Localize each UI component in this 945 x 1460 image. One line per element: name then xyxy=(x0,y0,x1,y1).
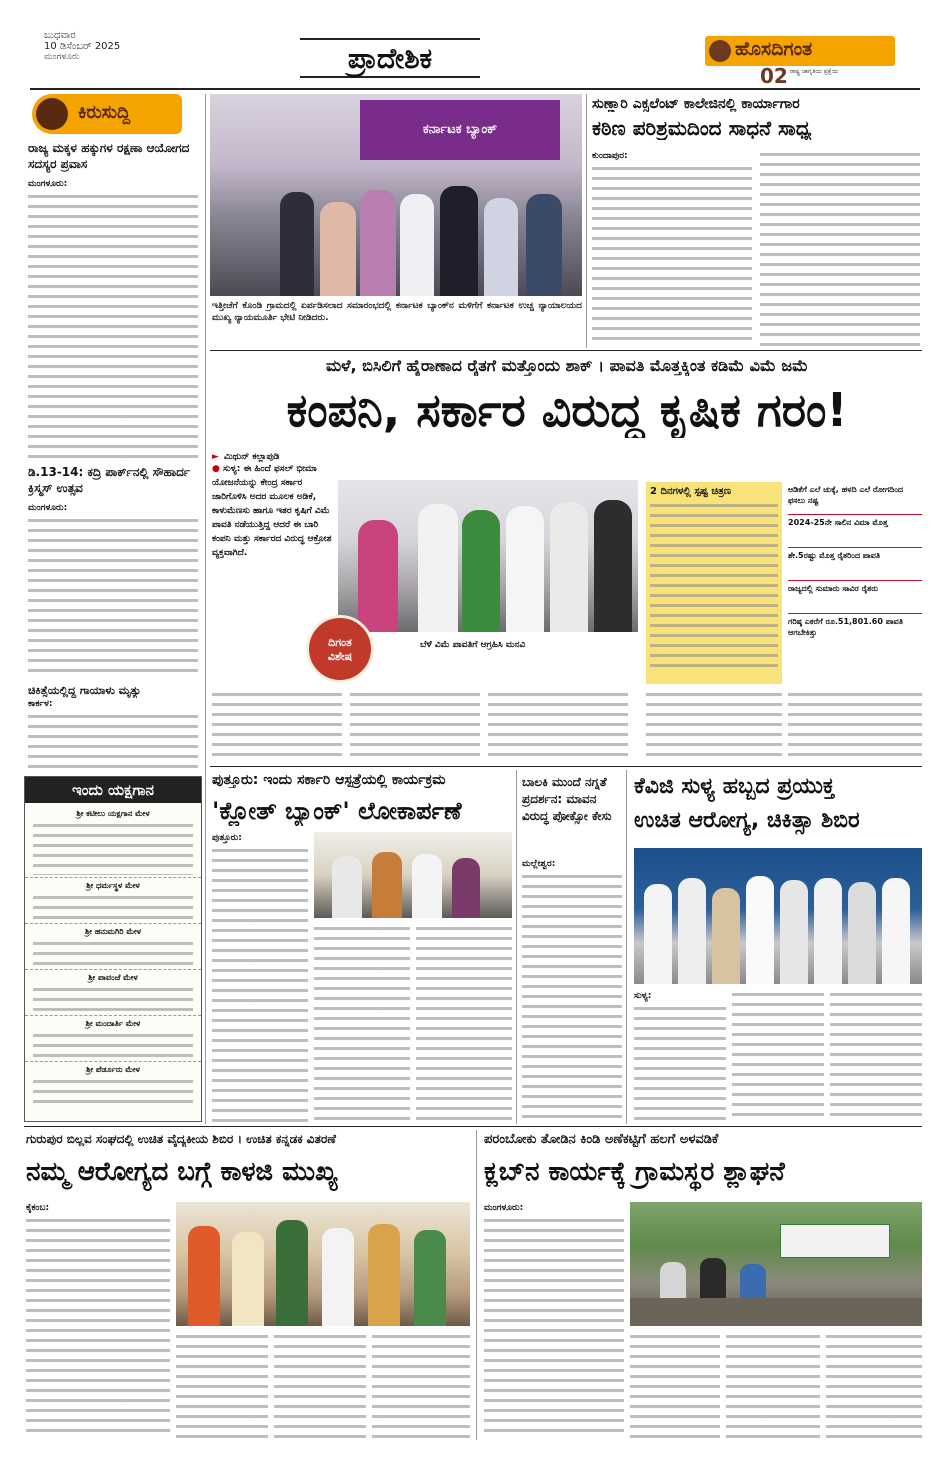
club-banner xyxy=(780,1224,890,1258)
lead-byline-box: ► ಮಿಥುನ್ ಕಲ್ಲಾಪುಡಿ xyxy=(212,452,280,462)
kirusuddi-body-1 xyxy=(28,178,198,458)
masthead xyxy=(0,0,945,88)
seal-text: ದಿಗಂತ ವಿಶೇಷ xyxy=(327,636,353,663)
kirusuddi-title-3: ಚಿಕಿತ್ಸೆಯಲ್ಲಿದ್ದ ಗಾಯಾಳು ಮೃತ್ಯು xyxy=(28,684,142,697)
health-body-3 xyxy=(830,990,922,1122)
kirusuddi-title-1: ರಾಜ್ಯ ಮಕ್ಕಳ ಹಕ್ಕುಗಳ ರಕ್ಷಣಾ ಆಯೋಗದ ಸದಸ್ಯರ ಪ್ರವಾಸ xyxy=(28,141,190,171)
fact-item: 2024-25ನೇ ಸಾಲಿನ ವಿಮಾ ಮೊತ್ತ xyxy=(788,515,922,548)
yakshagana-entry: ಶ್ರೀ ಮಂದಾರ್ತಿ ಮೇಳ xyxy=(25,1015,201,1029)
yakshagana-entry: ಶ್ರೀ ಪಾವಂಜೆ ಮೇಳ xyxy=(25,969,201,983)
billava-camp-photo xyxy=(176,1202,470,1326)
cloth-headline: 'ಕ್ಲೋತ್ ಬ್ಯಾಂಕ್' ಲೋಕಾರ್ಪಣೆ xyxy=(212,797,462,825)
health-camp-photo xyxy=(634,848,922,984)
dam-body-1 xyxy=(484,1202,624,1438)
dateline: ಮಂಗಳೂರು: xyxy=(484,1203,524,1213)
dam-work-photo xyxy=(630,1202,922,1326)
section-title-box xyxy=(300,38,480,78)
kirusuddi-body-2 xyxy=(28,502,198,678)
bank-event-photo xyxy=(210,94,582,296)
photo-caption-box xyxy=(420,632,638,648)
dateline: ಮಂಗಳೂರು: xyxy=(28,503,68,513)
child-headline: ಬಾಲಕಿ ಮುಂದೆ ನಗ್ನತೆ ಪ್ರದರ್ಶನ: ಮಾವನ ವಿರುದ್ಧ ಪೋಕ್ಸೋ ಕೇಸು xyxy=(522,775,612,823)
yakshagana-title: ಇಂದು ಯಕ್ಷಗಾನ xyxy=(71,781,155,799)
sidebar-title: 2 ದಿನಗಳಲ್ಲಿ ಸ್ಪಷ್ಟ ಚಿತ್ರಣ xyxy=(650,486,731,497)
dam-body-4 xyxy=(826,1332,922,1438)
fact-item: ರಾಜ್ಯದಲ್ಲಿ ಸುಮಾರು ಸಾವಿರ ರೈತರು xyxy=(788,581,922,614)
health-headline: ಉಚಿತ ಆರೋಗ್ಯ, ಚಿಕಿತ್ಸಾ ಶಿಬಿರ xyxy=(634,808,860,833)
cloth-body-1 xyxy=(212,832,308,1122)
dateline: ಕುಂದಾಪುರ: xyxy=(592,151,628,161)
lead-body-5 xyxy=(788,690,922,760)
lead-body-3 xyxy=(488,690,628,760)
fact-item: ಅಡಿಕೆಗೆ ಎಲೆ ಚುಕ್ಕೆ, ಹಳದಿ ಎಲೆ ರೋಗದಿಂದ ಫಸಲು ನಷ್ಟ xyxy=(788,482,922,515)
masthead-date: 10 ಡಿಸೆಂಬರ್ 2025 xyxy=(44,41,121,52)
dateline: ಮಂಗಳೂರು: xyxy=(28,179,68,189)
billava-body-4 xyxy=(372,1332,470,1438)
dam-headline: ಕ್ಲಬ್‌ನ ಕಾರ್ಯಕ್ಕೆ ಗ್ರಾಮಸ್ಥರ ಶ್ಲಾಘನೆ xyxy=(484,1157,785,1187)
hand-pointing-icon xyxy=(36,98,68,130)
lead-headline: ಕಂಪನಿ, ಸರ್ಕಾರ ವಿರುದ್ಧ ಕೃಷಿಕ ಗರಂ! xyxy=(286,383,848,437)
lead-body-1 xyxy=(212,690,342,760)
cloth-body-2 xyxy=(314,924,410,1122)
yakshagana-entry: ಶ್ರೀ ಧರ್ಮಸ್ಥಳ ಮೇಳ xyxy=(25,877,201,891)
cloth-kicker: ಪುತ್ತೂರು: ಇಂದು ಸರ್ಕಾರಿ ಆಸ್ಪತ್ರೆಯಲ್ಲಿ ಕಾರ್ಯಕ್ರಮ xyxy=(212,772,446,788)
dateline: ಮಲ್ಲೇಶ್ವರ: xyxy=(522,859,556,869)
dam-kicker: ಪರಂಬೋಕು ತೋಡಿನ ಕಿಂಡಿ ಅಣೆಕಟ್ಟಿಗೆ ಹಲಗೆ ಅಳವಡಿಕೆ xyxy=(484,1132,719,1147)
health-body-1 xyxy=(634,990,726,1122)
dateline: ಕಾರ್ಕಳ: xyxy=(28,699,53,709)
child-body xyxy=(522,858,622,1122)
dateline: ಪುತ್ತೂರು: xyxy=(212,833,242,843)
lead-body-4 xyxy=(646,690,782,760)
kirusuddi-column xyxy=(24,94,202,768)
lead-factbox xyxy=(788,482,922,684)
college-body-col1 xyxy=(592,150,752,346)
kirusuddi-body-3 xyxy=(28,698,198,768)
yakshagana-box xyxy=(24,776,202,1122)
brand-logo xyxy=(705,36,895,66)
farmers-petition-photo xyxy=(338,480,638,632)
cloth-body-3 xyxy=(416,924,512,1122)
dateline: ಸುಳ್ಯ: xyxy=(223,464,241,474)
kirusuddi-title-2: ಡಿ.13-14: ಕದ್ರಿ ಪಾರ್ಕ್‌ನಲ್ಲಿ ಸೌಹಾರ್ದ ಕ್ರಿಸ್ಮಸ್ ಉತ್ಸವ xyxy=(28,465,191,495)
lotus-icon xyxy=(709,40,731,62)
yakshagana-entry: ಶ್ರೀ ಹನುಮಗಿರಿ ಮೇಳ xyxy=(25,923,201,937)
billava-body-1 xyxy=(26,1202,170,1438)
lead-sidebar xyxy=(646,482,782,684)
dam-body-3 xyxy=(726,1332,820,1438)
bank-photo-caption: ಇತ್ತೀಚೆಗೆ ಕೊಂಡಿ ಗ್ರಾಮದಲ್ಲಿ ಏರ್ಪಡಿಸಲಾದ ಸಮಾರಂಭದಲ್ಲಿ ಕರ್ನಾಟಕ ಬ್ಯಾಂಕ್‌ನ ಮಳಿಗೆಗೆ ಕರ್ನಾಟಕ ಉಚ್ಚ ನ್ಯಾಯಾಲಯದ ಮುಖ್ಯ ನ್ಯಾಯಮೂರ್ತಿ ಭೇಟಿ ನೀಡಿದರು. xyxy=(212,301,582,323)
section-title: ಪ್ರಾದೇಶಿಕ xyxy=(347,42,433,75)
yakshagana-entry: ಶ್ರೀ ಕಟೀಲು ಯಕ್ಷಗಾನ ಮೇಳ xyxy=(76,809,150,818)
dateline: ಸುಳ್ಯ: xyxy=(634,991,652,1001)
billava-body-3 xyxy=(274,1332,366,1438)
dateline: ಕೈಕಂಬ: xyxy=(26,1203,50,1213)
masthead-city: ಮಂಗಳೂರು xyxy=(44,52,80,62)
brand-name: ಹೊಸದಿಗಂತ xyxy=(735,38,813,60)
billava-body-2 xyxy=(176,1332,268,1438)
health-kicker: ಕೆವಿಜಿ ಸುಳ್ಯ ಹಬ್ಬದ ಪ್ರಯುಕ್ತ xyxy=(634,774,835,799)
date-block xyxy=(44,30,164,62)
lead-kicker: ಮಳೆ, ಬಿಸಿಲಿಗೆ ಹೈರಾಣಾದ ರೈತಗೆ ಮತ್ತೊಂದು ಶಾಕ್ । ಪಾವತಿ ಮೊತ್ತಕ್ಕಿಂತ ಕಡಿಮೆ ವಿಮೆ ಜಮೆ xyxy=(325,356,809,375)
health-body-2 xyxy=(732,990,824,1122)
lead-intro: ● ಸುಳ್ಯ: ಈ ಹಿಂದೆ ಫಸಲ್ ಭೀಮಾ ಯೋಜನೆಯನ್ನು ಕೇಂದ್ರ ಸರ್ಕಾರ ಜಾರಿಗೊಳಿಸಿ ಅದರ ಮೂಲಕ ಅಡಿಕೆ, ಕಾಳುಮೆಣಸು ಹಾಗೂ ಇತರ ಕೃಷಿಗೆ ವಿಮೆ ಪಾವತಿ ನಡೆಯುತ್ತಿದ್ದ ಆದರೆ ಈ ಬಾರಿ ಕಂಪನಿ ಮತ್ತು ಸರ್ಕಾರದ ವಿರುದ್ಧ ಆಕ್ರೋಶ ವ್ಯಕ್ತವಾಗಿದೆ. xyxy=(212,464,332,558)
fact-item: ಗರಿಷ್ಠ ಎಕರೆಗೆ ರೂ.51,801.60 ಪಾವತಿ ಆಗಬೇಕಿತ್ತು xyxy=(788,617,904,637)
dam-body-2 xyxy=(630,1332,720,1438)
lead-body-2 xyxy=(350,690,480,760)
yakshagana-title-bar xyxy=(25,777,201,803)
lead-intro-text: ಈ ಹಿಂದೆ ಫಸಲ್ ಭೀಮಾ ಯೋಜನೆಯನ್ನು ಕೇಂದ್ರ ಸರ್ಕಾರ ಜಾರಿಗೊಳಿಸಿ ಅದರ ಮೂಲಕ ಅಡಿಕೆ, ಕಾಳುಮೆಣಸು ಹಾಗೂ ಇತರ ಕೃಷಿಗೆ ವಿಮೆ ಪಾವತಿ ನಡೆಯುತ್ತಿದ್ದ ಆದರೆ ಈ ಬಾರಿ ಕಂಪನಿ ಮತ್ತು ಸರ್ಕಾರದ ವಿರುದ್ಧ ಆಕ್ರೋಶ ವ್ಯಕ್ತವಾಗಿದೆ. xyxy=(212,464,332,558)
college-kicker: ಸುಣ್ಣಾರಿ ಎಕ್ಸಲೆಂಟ್ ಕಾಲೇಜಿನಲ್ಲಿ ಕಾರ್ಯಾಗಾರ xyxy=(592,96,800,112)
photo-caption: ಬೆಳೆ ವಿಮೆ ಪಾವತಿಗೆ ಆಗ್ರಹಿಸಿ ಮನವಿ xyxy=(420,640,526,650)
college-headline: ಕಠಿಣ ಪರಿಶ್ರಮದಿಂದ ಸಾಧನೆ ಸಾಧ್ಯ xyxy=(592,116,812,140)
lead-byline: ಮಿಥುನ್ ಕಲ್ಲಾಪುಡಿ xyxy=(224,452,280,462)
college-body-col2 xyxy=(760,150,920,346)
masthead-day: ಬುಧವಾರ xyxy=(44,30,76,41)
digantha-seal xyxy=(306,615,374,683)
billava-headline: ನಮ್ಮ ಆರೋಗ್ಯದ ಬಗ್ಗೆ ಕಾಳಜಿ ಮುಖ್ಯ xyxy=(26,1157,338,1187)
kirusuddi-label-box xyxy=(32,94,182,134)
bank-banner xyxy=(360,100,560,160)
cloth-bank-photo xyxy=(314,832,512,918)
kirusuddi-label: ಕಿರುಸುದ್ದಿ xyxy=(78,102,131,123)
bank-banner-text: ಕರ್ನಾಟಕ ಬ್ಯಾಂಕ್ xyxy=(422,122,498,137)
page-number: 02 xyxy=(760,64,788,88)
billava-kicker: ಗುರುಪುರ ಬಿಲ್ಲವ ಸಂಘದಲ್ಲಿ ಉಚಿತ ವೈದ್ಯಕೀಯ ಶಿಬಿರ । ಉಚಿತ ಕನ್ನಡಕ ವಿತರಣೆ xyxy=(26,1132,336,1146)
brand-tagline: ರಾಷ್ಟ್ರ ಜಾಗೃತಿಯ ಪ್ರಕ್ಷೆಯ xyxy=(790,68,839,75)
yakshagana-entry: ಶ್ರೀ ಪೆರ್ಡೂರು ಮೇಳ xyxy=(25,1061,201,1075)
fact-item: ಶೇ.5ರಷ್ಟು ಮೊತ್ತ ರೈತರಿಂದ ಪಾವತಿ xyxy=(788,548,922,581)
